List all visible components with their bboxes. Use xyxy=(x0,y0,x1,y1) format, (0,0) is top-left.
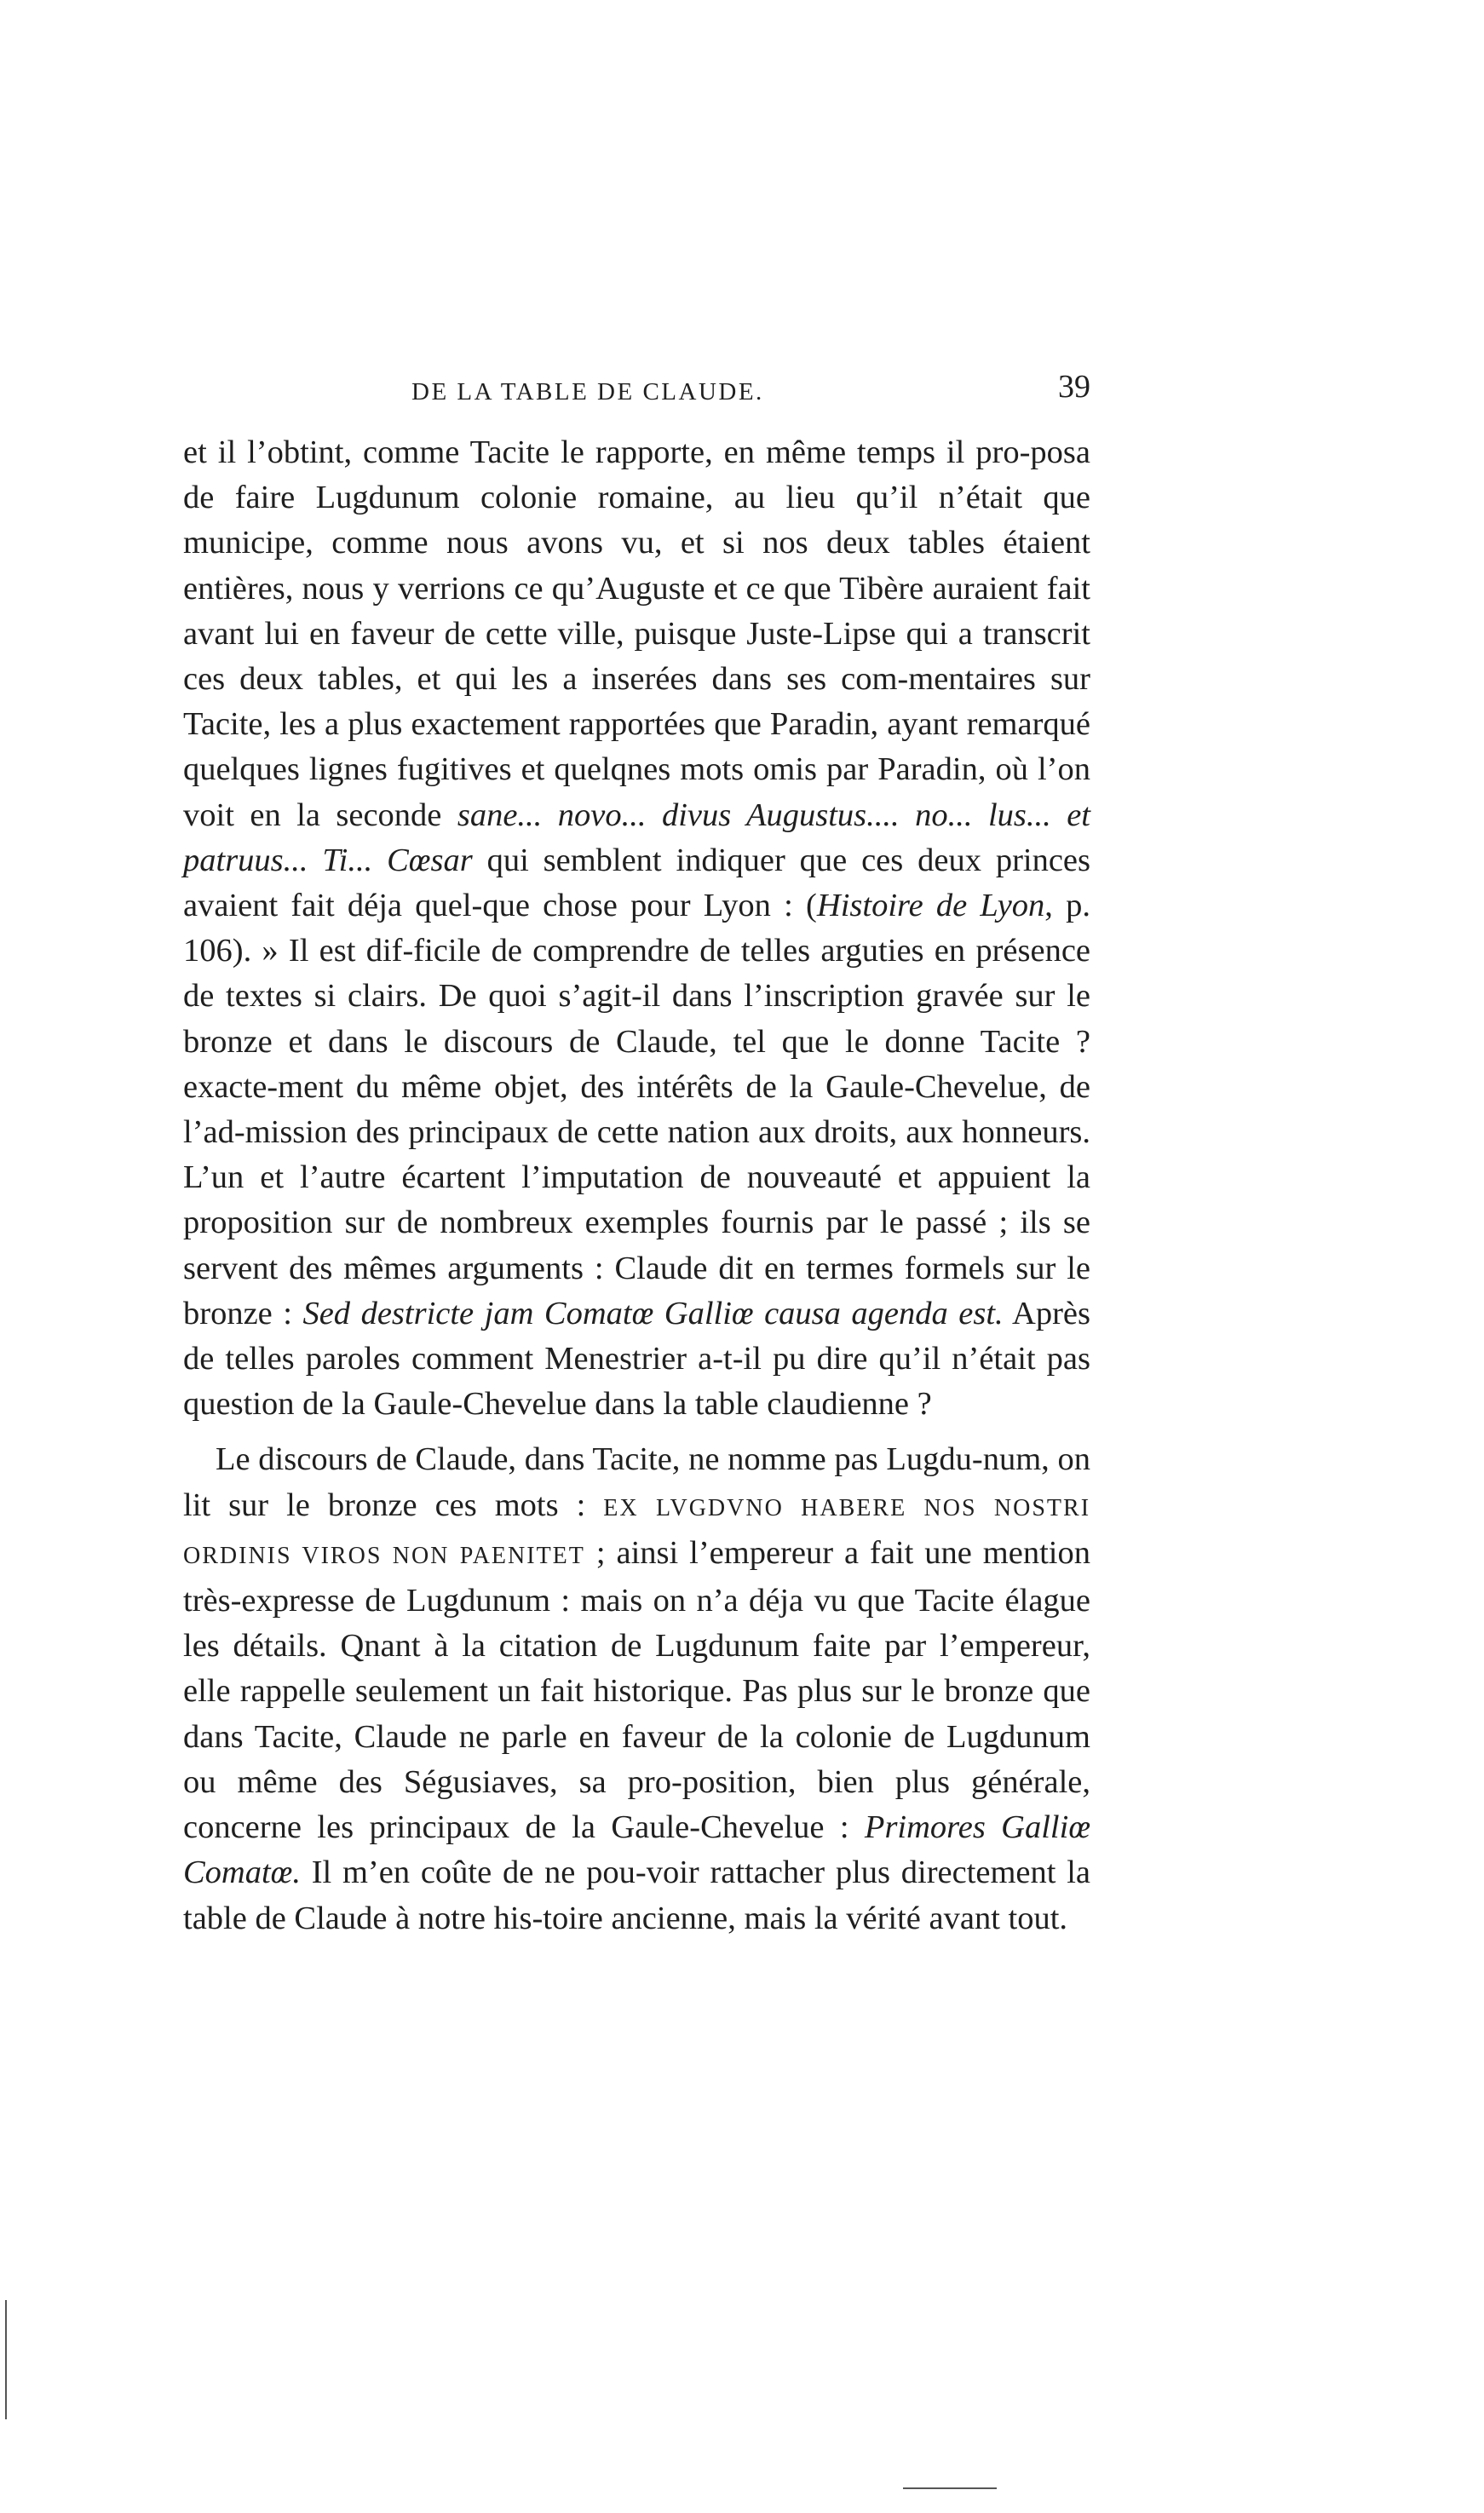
paragraph-2-text-3: Il m’en coûte de ne pou-voir rattacher plus directement la table de Claude à notre his-toire ancienne, mais la vérité avant tout. xyxy=(183,1855,1090,1936)
paragraph-1-latin-quote: sane... novo... divus Augustus.... no... lus... et patruus... Ti... Cœsar xyxy=(183,796,1090,878)
scan-margin-mark xyxy=(5,2300,7,2419)
paragraph-1-bronze-quote: Sed destricte jam Comatœ Galliœ causa agenda est. xyxy=(302,1295,1004,1331)
paragraph-2-latin-quote: Primores Galliœ Comatœ. xyxy=(183,1809,1090,1891)
paragraph-1-text-2: qui semblent indiquer que ces deux princes avaient fait déja quel-que chose pour Lyon : ( xyxy=(183,842,1090,924)
body-text xyxy=(183,430,1090,1941)
paragraph-2-text-2: ; ainsi l’empereur a fait une mention très-expresse de Lugdunum : mais on n’a déja vu que Tacite élague les détails. Qnant à la citation de Lugdunum faite par l’empereur, elle rappelle seulement un fait historique. Pas plus sur le bronze que dans Tacite, Claude ne parle en faveur de la colonie de Lugdunum ou même des Ségusiaves, sa pro-position, bien plus générale, concerne les principaux de la Gaule-Chevelue : xyxy=(183,1534,1090,1846)
scan-margin-mark xyxy=(903,2487,997,2489)
running-title: DE LA TABLE DE CLAUDE. xyxy=(411,378,764,405)
paragraph-1 xyxy=(183,430,1090,1427)
page-header xyxy=(183,368,1090,419)
paragraph-2 xyxy=(183,1437,1090,1941)
paragraph-2-inscription: EX LVGDVNO HABERE NOS NOSTRI ORDINIS VIROS NON PAENITET xyxy=(183,1494,1091,1569)
page-number: 39 xyxy=(1058,369,1090,405)
paragraph-2-text-1: Le discours de Claude, dans Tacite, ne nomme pas Lugdu-num, on lit sur le bronze ces mots : xyxy=(183,1441,1090,1523)
paragraph-1-text-4: Après de telles paroles comment Menestrier a-t-il pu dire qu’il n’était pas question de la Gaule-Chevelue dans la table claudienne ? xyxy=(183,1295,1091,1423)
paragraph-1-text-3: , p. 106). » Il est dif-ficile de comprendre de telles arguties en présence de textes si clairs. De quoi s’agit-il dans l’inscription gravée sur le bronze et dans le discours de Claude, tel que le donne Tacite ? exacte-ment du même objet, des intérêts de la Gaule-Chevelue, de l’ad-mission des principaux de cette nation aux droits, aux honneurs. L’un et l’autre écartent l’imputation de nouveauté et appuient la proposition sur de nombreux exemples fournis par le passé ; ils se servent des mêmes arguments : Claude dit en termes formels sur le bronze : xyxy=(183,888,1090,1331)
paragraph-1-text-1: et il l’obtint, comme Tacite le rapporte, en même temps il pro-posa de faire Lugdunum colonie romaine, au lieu qu’il n’était que municipe, comme nous avons vu, et si nos deux tables étaient entières, nous y verrions ce qu’Auguste et ce que Tibère auraient fait avant lui en faveur de cette ville, puisque Juste-Lipse qui a transcrit ces deux tables, et qui les a inserées dans ses com-mentaires sur Tacite, les a plus exactement rapportées que Paradin, ayant remarqué quelques lignes fugitives et quelqnes mots omis par Paradin, où l’on voit en la seconde xyxy=(183,434,1090,833)
paragraph-1-book-title: Histoire de Lyon xyxy=(816,888,1045,924)
